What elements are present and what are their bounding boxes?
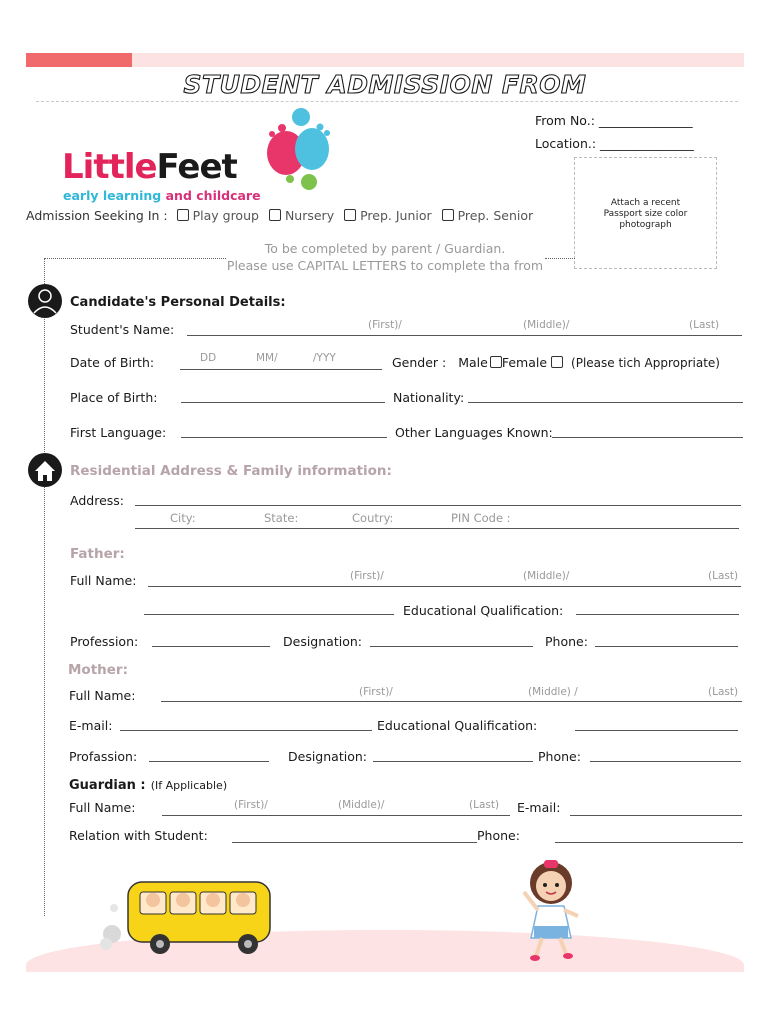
father-last-hint: (Last) bbox=[708, 570, 739, 582]
dob-yyy-hint: /YYY bbox=[313, 352, 336, 364]
logo-tagline-1: early learning bbox=[63, 188, 162, 203]
mother-middle-hint: (Middle) / bbox=[528, 686, 578, 698]
father-first-hint: (First)/ bbox=[350, 570, 384, 582]
male-checkbox[interactable] bbox=[490, 356, 502, 368]
guardian-phone-label: Phone: bbox=[477, 828, 520, 843]
nationality-input[interactable] bbox=[468, 402, 743, 403]
father-phone-input[interactable] bbox=[595, 646, 738, 647]
pob-input[interactable] bbox=[181, 402, 385, 403]
girl-illustration-icon bbox=[516, 856, 586, 966]
father-edu-input[interactable] bbox=[576, 614, 739, 615]
prep-senior-checkbox[interactable] bbox=[442, 209, 454, 221]
female-checkbox[interactable] bbox=[551, 356, 563, 368]
admission-row bbox=[26, 208, 533, 223]
gender-male[interactable]: Male bbox=[458, 355, 502, 370]
guardian-name-label: Full Name: bbox=[69, 800, 136, 815]
student-middle-hint: (Middle)/ bbox=[523, 319, 570, 331]
father-profession-label: Profession: bbox=[70, 634, 139, 649]
father-name-label: Full Name: bbox=[70, 573, 137, 588]
gender-label: Gender : bbox=[392, 355, 447, 370]
mother-edu-input[interactable] bbox=[575, 730, 738, 731]
father-heading: Father: bbox=[70, 546, 125, 562]
address-input-line2[interactable] bbox=[135, 528, 739, 529]
father-middle-hint: (Middle)/ bbox=[523, 570, 570, 582]
first-language-label: First Language: bbox=[70, 425, 167, 440]
other-languages-label: Other Languages Known: bbox=[395, 425, 553, 440]
mother-phone-input[interactable] bbox=[590, 761, 741, 762]
gender-female[interactable]: Female bbox=[502, 355, 567, 370]
father-edu-label: Educational Qualification: bbox=[403, 603, 564, 618]
mother-name-input[interactable] bbox=[161, 701, 742, 702]
house-icon bbox=[27, 452, 63, 490]
father-edu-prefix-line[interactable] bbox=[144, 614, 394, 615]
mother-last-hint: (Last) bbox=[708, 686, 739, 698]
guardian-name-input[interactable] bbox=[162, 815, 510, 816]
mother-email-label: E-mail: bbox=[69, 718, 113, 733]
father-phone-label: Phone: bbox=[545, 634, 588, 649]
logo-tagline bbox=[63, 188, 261, 203]
logo-wordmark bbox=[62, 147, 237, 187]
father-designation-label: Designation: bbox=[283, 634, 362, 649]
instruction-2: Please use CAPITAL LETTERS to complete tha from bbox=[226, 258, 544, 273]
form-no[interactable]: From No.: _______________ bbox=[535, 113, 693, 128]
mother-phone-label: Phone: bbox=[538, 749, 581, 764]
mother-edu-label: Educational Qualification: bbox=[377, 718, 538, 733]
frame-top-left bbox=[44, 258, 226, 259]
student-name-input[interactable] bbox=[187, 335, 742, 336]
nationality-label: Nationality: bbox=[393, 390, 465, 405]
father-profession-input[interactable] bbox=[152, 646, 270, 647]
instruction-1: To be completed by parent / Guardian. bbox=[264, 241, 506, 256]
top-bar-red bbox=[26, 53, 132, 67]
mother-email-input[interactable] bbox=[120, 730, 372, 731]
mother-designation-input[interactable] bbox=[373, 761, 533, 762]
mother-profession-input[interactable] bbox=[149, 761, 269, 762]
address-input-line1[interactable] bbox=[135, 505, 741, 506]
mother-profession-label: Profassion: bbox=[69, 749, 138, 764]
student-name-label: Student's Name: bbox=[70, 322, 175, 337]
title-dashed-rule bbox=[36, 101, 738, 102]
guardian-applicable: (If Applicable) bbox=[150, 779, 228, 792]
logo-name-feet: Feet bbox=[156, 147, 237, 187]
form-title: STUDENT ADMISSION FROM bbox=[183, 70, 587, 99]
guardian-relation-label: Relation with Student: bbox=[69, 828, 208, 843]
logo bbox=[60, 103, 360, 203]
guardian-middle-hint: (Middle)/ bbox=[338, 799, 385, 811]
father-designation-input[interactable] bbox=[370, 646, 533, 647]
school-bus-icon bbox=[96, 872, 276, 962]
guardian-first-hint: (First)/ bbox=[234, 799, 268, 811]
pin-hint: PIN Code : bbox=[451, 511, 511, 525]
play-group-checkbox[interactable] bbox=[177, 209, 189, 221]
option-play-group[interactable]: Play group bbox=[177, 208, 259, 223]
option-prep-senior[interactable]: Prep. Senior bbox=[442, 208, 534, 223]
mother-first-hint: (First)/ bbox=[359, 686, 393, 698]
mother-designation-label: Designation: bbox=[288, 749, 367, 764]
frame-top-right bbox=[545, 258, 575, 259]
tick-note: (Please tich Appropriate) bbox=[571, 356, 720, 370]
pob-label: Place of Birth: bbox=[70, 390, 158, 405]
location[interactable]: Location.: _______________ bbox=[535, 136, 694, 151]
guardian-relation-input[interactable] bbox=[232, 842, 477, 843]
first-language-input[interactable] bbox=[181, 437, 387, 438]
student-last-hint: (Last) bbox=[689, 319, 720, 331]
dob-mm-hint: MM/ bbox=[256, 352, 278, 364]
frame-left bbox=[44, 258, 45, 916]
student-first-hint: (First)/ bbox=[368, 319, 402, 331]
admission-label: Admission Seeking In : bbox=[26, 208, 168, 223]
prep-junior-checkbox[interactable] bbox=[344, 209, 356, 221]
photo-box[interactable] bbox=[574, 157, 717, 269]
dob-label: Date of Birth: bbox=[70, 355, 155, 370]
top-bar-pink bbox=[132, 53, 744, 67]
personal-heading: Candidate's Personal Details: bbox=[70, 295, 286, 310]
other-languages-input[interactable] bbox=[552, 437, 743, 438]
country-hint: Coutry: bbox=[352, 511, 394, 525]
option-prep-junior[interactable]: Prep. Junior bbox=[344, 208, 432, 223]
logo-name-little: Little bbox=[62, 147, 157, 187]
guardian-last-hint: (Last) bbox=[469, 799, 500, 811]
option-nursery[interactable]: Nursery bbox=[269, 208, 334, 223]
person-icon bbox=[27, 283, 63, 321]
guardian-heading-row bbox=[69, 774, 227, 793]
guardian-phone-input[interactable] bbox=[555, 842, 743, 843]
mother-heading: Mother: bbox=[68, 662, 128, 678]
logo-tagline-2: and childcare bbox=[165, 188, 261, 203]
nursery-checkbox[interactable] bbox=[269, 209, 281, 221]
guardian-email-label: E-mail: bbox=[517, 800, 561, 815]
dob-input[interactable] bbox=[180, 369, 382, 370]
guardian-email-input[interactable] bbox=[570, 815, 742, 816]
photo-box-text: Attach a recent Passport size color photograph bbox=[603, 198, 688, 230]
mother-name-label: Full Name: bbox=[69, 688, 136, 703]
father-name-input[interactable] bbox=[148, 586, 741, 587]
address-label: Address: bbox=[70, 493, 124, 508]
state-hint: State: bbox=[264, 511, 299, 525]
gender-row bbox=[392, 355, 720, 370]
city-hint: City: bbox=[170, 511, 196, 525]
residential-heading: Residential Address & Family information: bbox=[70, 463, 392, 479]
guardian-heading: Guardian : bbox=[69, 778, 146, 793]
dob-dd-hint: DD bbox=[200, 352, 217, 364]
